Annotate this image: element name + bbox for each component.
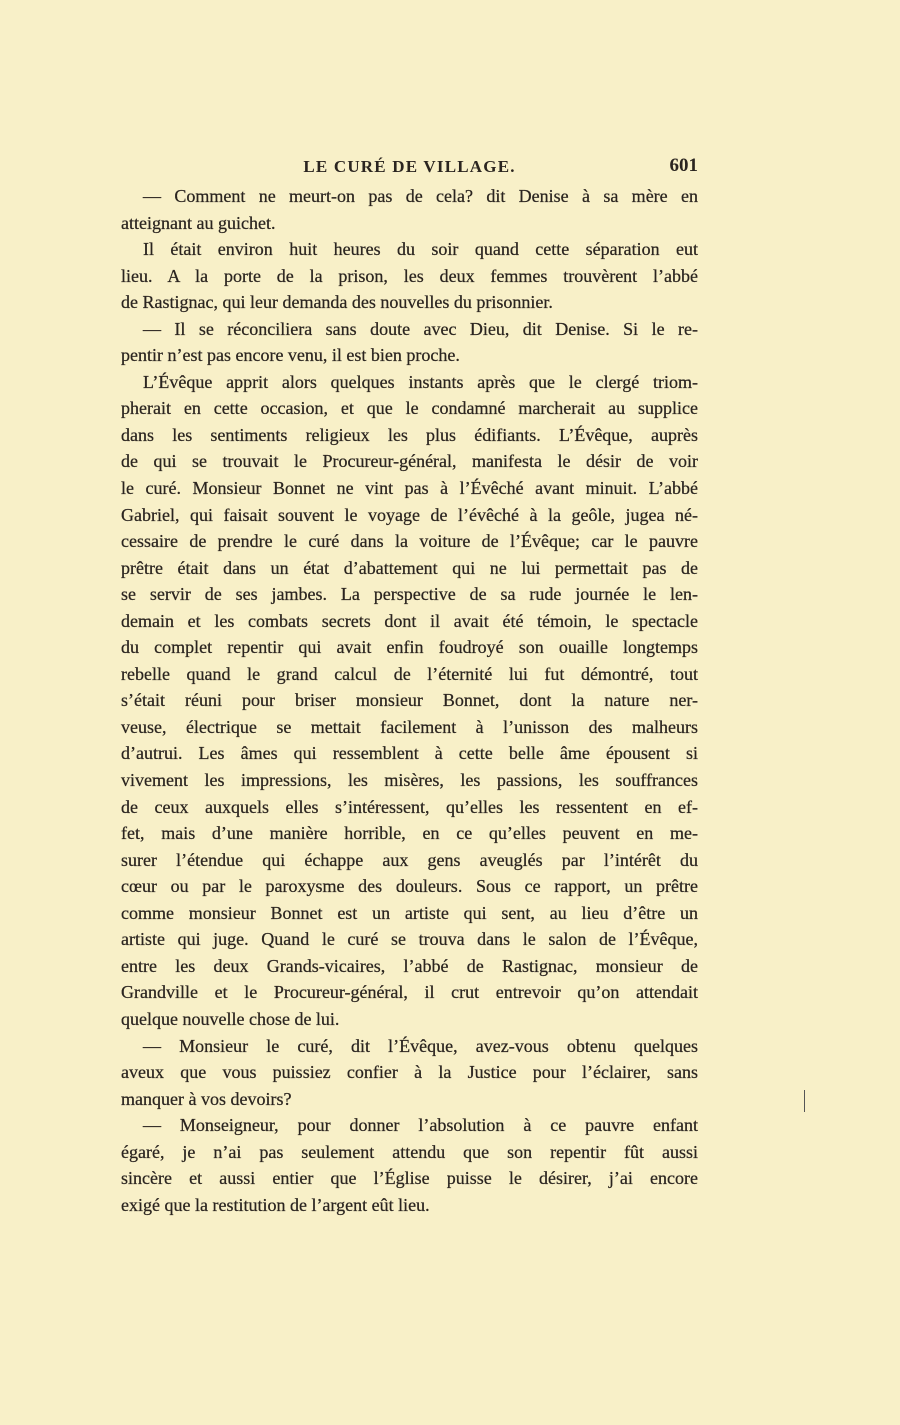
text-line: quelque nouvelle chose de lui. [121,1008,340,1029]
page-header [121,155,698,181]
paragraph [121,316,698,369]
text-line: surer l’étendue qui échappe aux gens aveuglés par l’intérêt du [121,849,698,870]
text-line: artiste qui juge. Quand le curé se trouva dans le salon de l’Évêque, [121,929,698,950]
running-title: LE CURÉ DE VILLAGE. [303,157,516,176]
text-line: vivement les impressions, les misères, les passions, les souffrances [121,770,698,791]
text-line: Il était environ huit heures du soir quand cette séparation eut [143,239,698,260]
text-line: Grandville et le Procureur-général, il crut entrevoir qu’on attendait [121,982,698,1003]
text-line: Gabriel, qui faisait souvent le voyage de l’évêché à la geôle, jugea né- [121,504,698,525]
text-line: s’était réuni pour briser monsieur Bonnet, dont la nature ner- [121,690,698,711]
text-line: sincère et aussi entier que l’Église puisse le désirer, j’ai encore [121,1168,698,1189]
text-line: comme monsieur Bonnet est un artiste qui sent, au lieu d’être un [121,902,698,923]
text-line: — Monseigneur, pour donner l’absolution à ce pauvre enfant [143,1115,698,1136]
text-line: pentir n’est pas encore venu, il est bien proche. [121,345,460,366]
text-line: lieu. A la porte de la prison, les deux femmes trouvèrent l’abbé [121,265,698,286]
text-line: demain et les combats secrets dont il avait été témoin, le spectacle [121,610,698,631]
text-line: — Comment ne meurt-on pas de cela? dit Denise à sa mère en [143,186,698,206]
text-line: entre les deux Grands-vicaires, l’abbé de Rastignac, monsieur de [121,955,698,976]
text-line: de Rastignac, qui leur demanda des nouvelles du prisonnier. [121,292,553,313]
text-line: pherait en cette occasion, et que le condamné marcherait au supplice [121,398,698,419]
text-line: du complet repentir qui avait enfin foudroyé son ouaille longtemps [121,637,698,658]
text-line: — Monsieur le curé, dit l’Évêque, avez-vous obtenu quelques [143,1035,698,1056]
paragraph [121,1033,698,1113]
text-line: de ceux auxquels elles s’intéressent, qu’elles les ressentent en ef- [121,796,698,817]
text-line: aveux que vous puissiez confier à la Justice pour l’éclairer, sans [121,1062,698,1083]
page-body [121,183,698,1218]
text-line: se servir de ses jambes. La perspective de sa rude journée le len- [121,584,698,605]
text-line: exigé que la restitution de l’argent eût lieu. [121,1194,430,1215]
text-line: rebelle quand le grand calcul de l’éternité lui fut démontré, tout [121,663,698,684]
text-line: de qui se trouvait le Procureur-général, manifesta le désir de voir [121,451,698,472]
text-line: le curé. Monsieur Bonnet ne vint pas à l’Évêché avant minuit. L’abbé [121,478,698,499]
text-line: veuse, électrique se mettait facilement à l’unisson des malheurs [121,716,698,737]
text-line: fet, mais d’une manière horrible, en ce qu’elles peuvent en me- [121,823,698,844]
text-line: — Il se réconciliera sans doute avec Dieu, dit Denise. Si le re- [143,318,698,339]
text-line: atteignant au guichet. [121,212,276,233]
text-line: cessaire de prendre le curé dans la voiture de l’Évêque; car le pauvre [121,531,698,552]
text-line: égaré, je n’ai pas seulement attendu que son repentir fût aussi [121,1141,698,1162]
paragraph [121,236,698,316]
text-line: cœur ou par le paroxysme des douleurs. Sous ce rapport, un prêtre [121,876,698,897]
margin-mark [804,1090,805,1112]
paragraph [121,1112,698,1218]
text-line: dans les sentiments religieux les plus édifiants. L’Évêque, auprès [121,424,698,445]
page-number: 601 [669,155,698,176]
text-line: prêtre était dans un état d’abattement qui ne lui permettait pas de [121,557,698,578]
text-line: d’autrui. Les âmes qui ressemblent à cette belle âme épousent si [121,743,698,764]
text-line: L’Évêque apprit alors quelques instants après que le clergé triom- [143,371,698,392]
text-line: manquer à vos devoirs? [121,1088,292,1109]
paragraph [121,369,698,1033]
paragraph [121,183,698,236]
